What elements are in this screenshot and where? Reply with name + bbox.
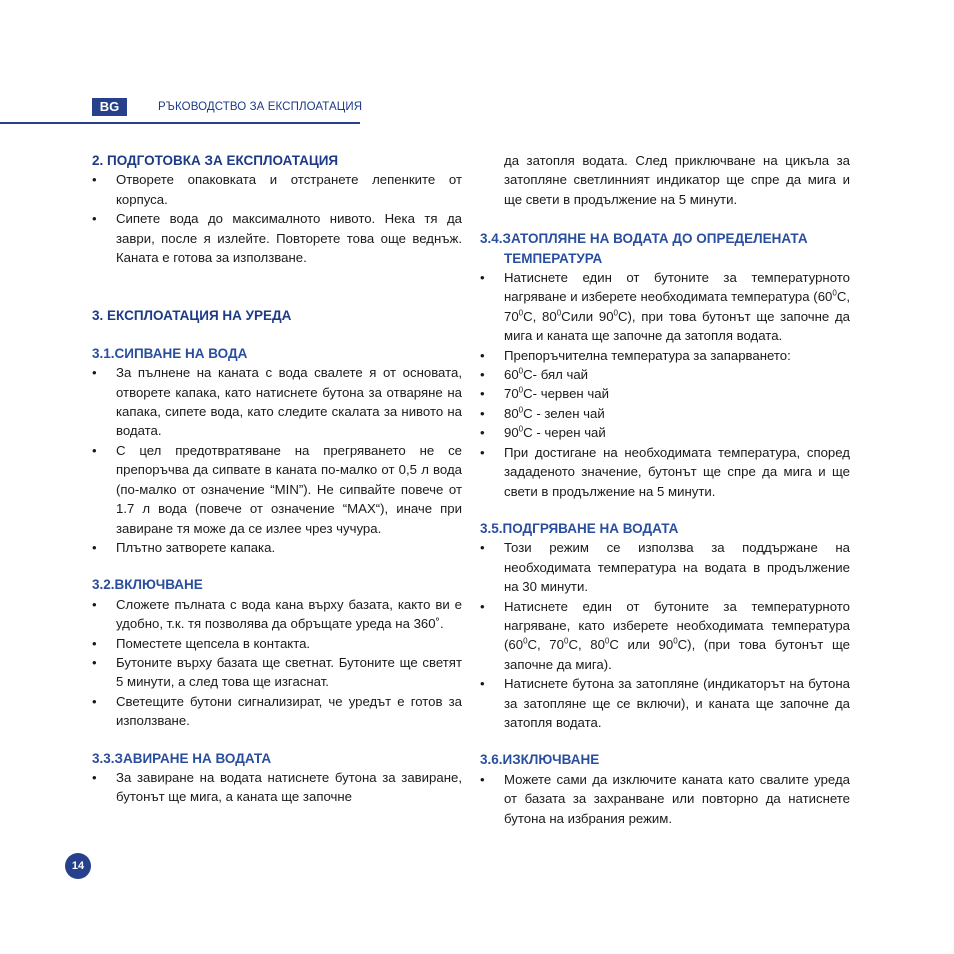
list-item: • Светещите бутони сигнализират, че уредът е готов за използване.: [92, 692, 462, 731]
section-3-1-list: [92, 363, 462, 557]
section-3-4-title-line1: 3.4.ЗАТОПЛЯНЕ НА ВОДАТА ДО ОПРЕДЕЛЕНАТА: [480, 231, 808, 247]
header-divider: [0, 122, 360, 124]
language-badge: BG: [92, 98, 127, 116]
list-item: • При достигане на необходимата температура, според зададеното значение, бутонът ще спре да мига и ще свети в продължение на 5 минути.: [480, 443, 850, 501]
page-number: 14: [65, 853, 91, 879]
list-item: • Натиснете един от бутоните за температурното нагряване, като изберете необходимата температура ($60^0С$, $70^0С$, $80^0С$ или $90^0С$), (при това бутонът ще започне да мига).: [480, 597, 850, 675]
section-3-4-title-line2: ТЕМПЕРАТУРА: [504, 250, 603, 266]
temperature-item-green-tea: • $80^0С$ - зелен чай: [480, 404, 850, 423]
section-3-6-title: 3.6.ИЗКЛЮЧВАНЕ: [480, 752, 600, 768]
list-item: • Сипете вода до максималното нивото. Нека тя да заври, после я излейте. Повторете това още веднъж. Каната е готова за използване.: [92, 209, 462, 267]
temperature-item-black: • $90^0С$ - черен чай: [480, 423, 850, 442]
section-2-list: [92, 170, 462, 267]
list-item: • Поместете щепсела в контакта.: [92, 634, 462, 653]
list-item: • Бутоните върху базата ще светнат. Бутоните ще светят 5 минути, а след това ще изгаснат.: [92, 653, 462, 692]
section-3-1-title: 3.1.СИПВАНЕ НА ВОДА: [92, 345, 248, 361]
list-item: • Плътно затворете капака.: [92, 538, 462, 557]
list-item: • Можете сами да изключите каната като свалите уреда от базата за захранване или повторно да натиснете бутона на избрания режим.: [480, 770, 850, 828]
right-column: [480, 151, 850, 828]
section-3-5-list: [480, 538, 850, 732]
section-2-title: 2. ПОДГОТОВКА ЗА ЕКСПЛОАТАЦИЯ: [92, 153, 339, 168]
section-3-3-list: [92, 768, 462, 807]
list-item: • За завиране на водата натиснете бутона за завиране, бутонът ще мига, а каната ще започне: [92, 768, 462, 807]
section-3-5-title: 3.5.ПОДГРЯВАНЕ НА ВОДАТА: [480, 520, 679, 536]
list-item: • Препоръчителна температура за запарването:: [480, 346, 850, 365]
section-3-4-title: [480, 229, 850, 268]
section-3-2-title: 3.2.ВКЛЮЧВАНЕ: [92, 577, 203, 593]
section-3-title: 3. ЕКСПЛОАТАЦИЯ НА УРЕДА: [92, 308, 292, 324]
section-3-4-list: [480, 268, 850, 501]
list-item: • Натиснете един от бутоните за температурното нагряване и изберете необходимата температура ($60^0С$, $70^0С$, $80^0Сили$ $90^0С$), при това бутонът ще започне да мига и каната ще започне да затопля водата.: [480, 268, 850, 346]
list-item: • Отворете опаковката и отстранете лепенките от корпуса.: [92, 170, 462, 209]
section-3-6-list: [480, 770, 850, 828]
list-item: • Натиснете бутона за затопляне (индикаторът на бутона за затопляне ще се включи), и каната ще започне да затопля водата.: [480, 674, 850, 732]
list-item: • Сложете пълната с вода кана върху базата, както ви е удобно, т.к. тя позволява да обръщате уреда на 360˚.: [92, 595, 462, 634]
list-item: • За пълнене на каната с вода свалете я от основата, отворете капака, като натиснете бутона за отваряне на капака, сипете вода, като следите скалата за нивото на водата.: [92, 363, 462, 441]
left-column: [92, 151, 462, 807]
manual-header-title: РЪКОВОДСТВО ЗА ЕКСПЛОАТАЦИЯ: [158, 101, 363, 113]
section-3-3-continuation: да затопля водата. След приключване на цикъла за затопляне светлинният индикатор ще спре да мига и ще свети в продължение на 5 минути.: [504, 153, 850, 207]
list-item: • Този режим се използва за поддържане на необходимата температура на водата в продължение на 30 минути.: [480, 538, 850, 596]
temperature-item-green: • $60^0С-$ бял чай: [480, 365, 850, 384]
list-item: • С цел предотвратяване на прегряването не се препоръчва да сипвате в каната по-малко от 0,5 л вода (по-малко от означение “MIN”). Не сипвайте повече от 1.7 л вода (повече от означение “MAX“), иначе при завиране тя може да се излее чрез чучура.: [92, 441, 462, 538]
section-3-2-list: [92, 595, 462, 731]
temperature-item-red: • $70^0С-$ червен чай: [480, 384, 850, 403]
section-3-3-title: 3.3.ЗАВИРАНЕ НА ВОДАТА: [92, 750, 272, 766]
